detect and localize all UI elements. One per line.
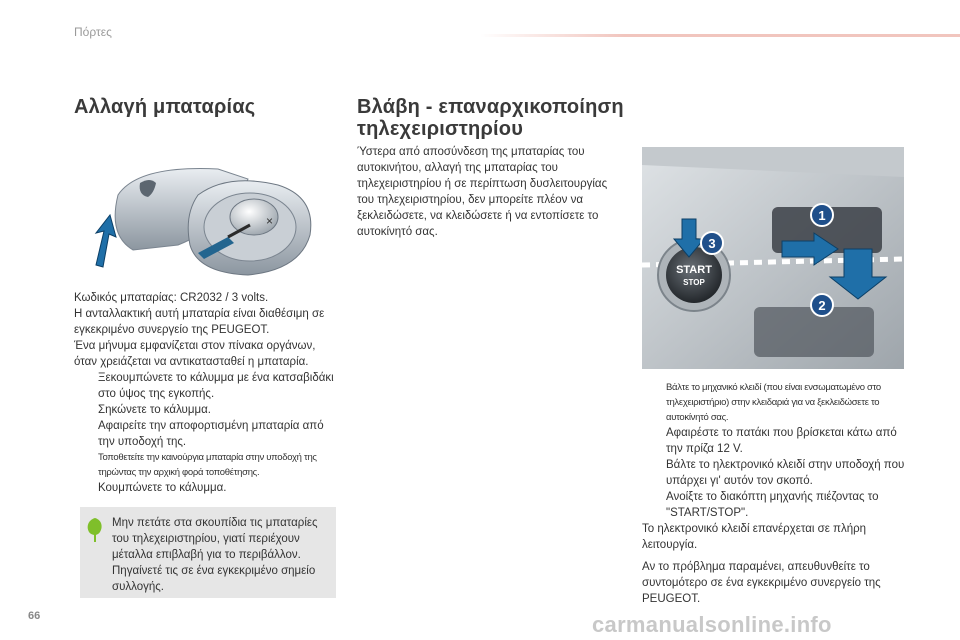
watermark: carmanualsonline.info — [592, 612, 832, 637]
list-item: Βάλτε το μηχανικό κλειδί (που είναι ενσωματωμένο στο τηλεχειριστήριο) στην κλειδαριά για να ξεκλειδώσετε το αυτοκίνητό σας. — [642, 380, 914, 425]
svg-text:2: 2 — [818, 298, 826, 313]
callout-3 — [701, 232, 723, 254]
bullet-arrow-icon — [74, 402, 98, 418]
header-rule — [480, 34, 960, 37]
bullet-arrow-icon — [74, 480, 98, 496]
list-item: Τοποθετείτε την καινούργια μπαταρία στην υποδοχή της τηρώντας την αρχική φορά τοποθέτησης. — [74, 450, 336, 480]
bullet-arrow-icon — [74, 418, 98, 450]
right-body — [642, 380, 914, 607]
right-intro — [357, 144, 627, 240]
list-item: Κουμπώνετε το κάλυμμα. — [74, 480, 336, 496]
svg-text:1: 1 — [818, 208, 826, 223]
right-title: Βλάβη - επαναρχικοποίηση τηλεχειριστηρίου — [357, 96, 624, 140]
battery-plus-marker: × — [266, 214, 274, 228]
stop-label: STOP — [683, 278, 705, 287]
bullet-arrow-icon — [74, 450, 98, 480]
restored-text: Το ηλεκτρονικό κλειδί επανέρχεται σε πλήρη λειτουργία. — [642, 523, 867, 551]
tree-icon — [86, 517, 104, 548]
section-label: Πόρτες — [74, 25, 112, 39]
list-item: Αφαιρείτε την αποφορτισμένη μπαταρία από την υποδοχή της. — [74, 418, 336, 450]
start-label: START — [676, 264, 712, 276]
intro-text: Ύστερα από αποσύνδεση της μπαταρίας του αυτοκινήτου, αλλαγή της μπαταρίας του τηλεχειριστηρίου ή σε περίπτωση δυσλειτουργίας του τηλεχειριστηρίου, δεν μπορείτε πλέον να ξεκλειδώσετε, να κλειδώσετε ή να εντοπίσετε το αυτοκίνητό σας. — [357, 146, 608, 238]
battery-availability: Η ανταλλακτική αυτή μπαταρία είναι διαθέσιμη σε εγκεκριμένο συνεργείο της PEUGEOT. — [74, 308, 325, 336]
key-fob-illustration — [78, 155, 336, 280]
list-item: Ανοίξτε το διακόπτη μηχανής πιέζοντας το "START/STOP". — [642, 489, 914, 521]
left-title: Αλλαγή μπαταρίας — [74, 96, 256, 118]
environment-note — [80, 507, 336, 598]
left-body — [74, 290, 336, 496]
bullet-arrow-icon — [642, 457, 666, 489]
start-stop-illustration — [642, 147, 904, 369]
battery-warning: Ένα μήνυμα εμφανίζεται στον πίνακα οργάνων, όταν χρειάζεται να αντικατασταθεί η μπαταρία. — [74, 340, 316, 368]
list-item: Βάλτε το ηλεκτρονικό κλειδί στην υποδοχή που υπάρχει γι' αυτόν τον σκοπό. — [642, 457, 914, 489]
arrow-up-icon — [96, 215, 116, 267]
bullet-arrow-icon — [74, 370, 98, 402]
bullet-arrow-icon — [642, 489, 666, 521]
note-text: Μην πετάτε στα σκουπίδια τις μπαταρίες του τηλεχειριστηρίου, γιατί περιέχουν μέταλλα επιβλαβή για το περιβάλλον. Πηγαίνετέ τις σε ένα εγκεκριμένο σημείο συλλογής. — [112, 517, 318, 593]
bullet-arrow-icon — [642, 425, 666, 457]
list-item: Αφαιρέστε το πατάκι που βρίσκεται κάτω από την πρίζα 12 V. — [642, 425, 914, 457]
battery-code: Κωδικός μπαταρίας: CR2032 / 3 volts. — [74, 292, 269, 304]
page-number: 66 — [28, 610, 41, 622]
svg-text:3: 3 — [708, 236, 716, 251]
contact-dealer-text: Αν το πρόβλημα παραμένει, απευθυνθείτε το συντομότερο σε ένα εγκεκριμένο συνεργείο της PEUGEOT. — [642, 561, 881, 605]
list-item: Σηκώνετε το κάλυμμα. — [74, 402, 336, 418]
list-item: Ξεκουμπώνετε το κάλυμμα με ένα κατσαβιδάκι στο ύψος της εγκοπής. — [74, 370, 336, 402]
bullet-arrow-icon — [642, 380, 666, 425]
callout-2 — [811, 294, 833, 316]
callout-1 — [811, 204, 833, 226]
